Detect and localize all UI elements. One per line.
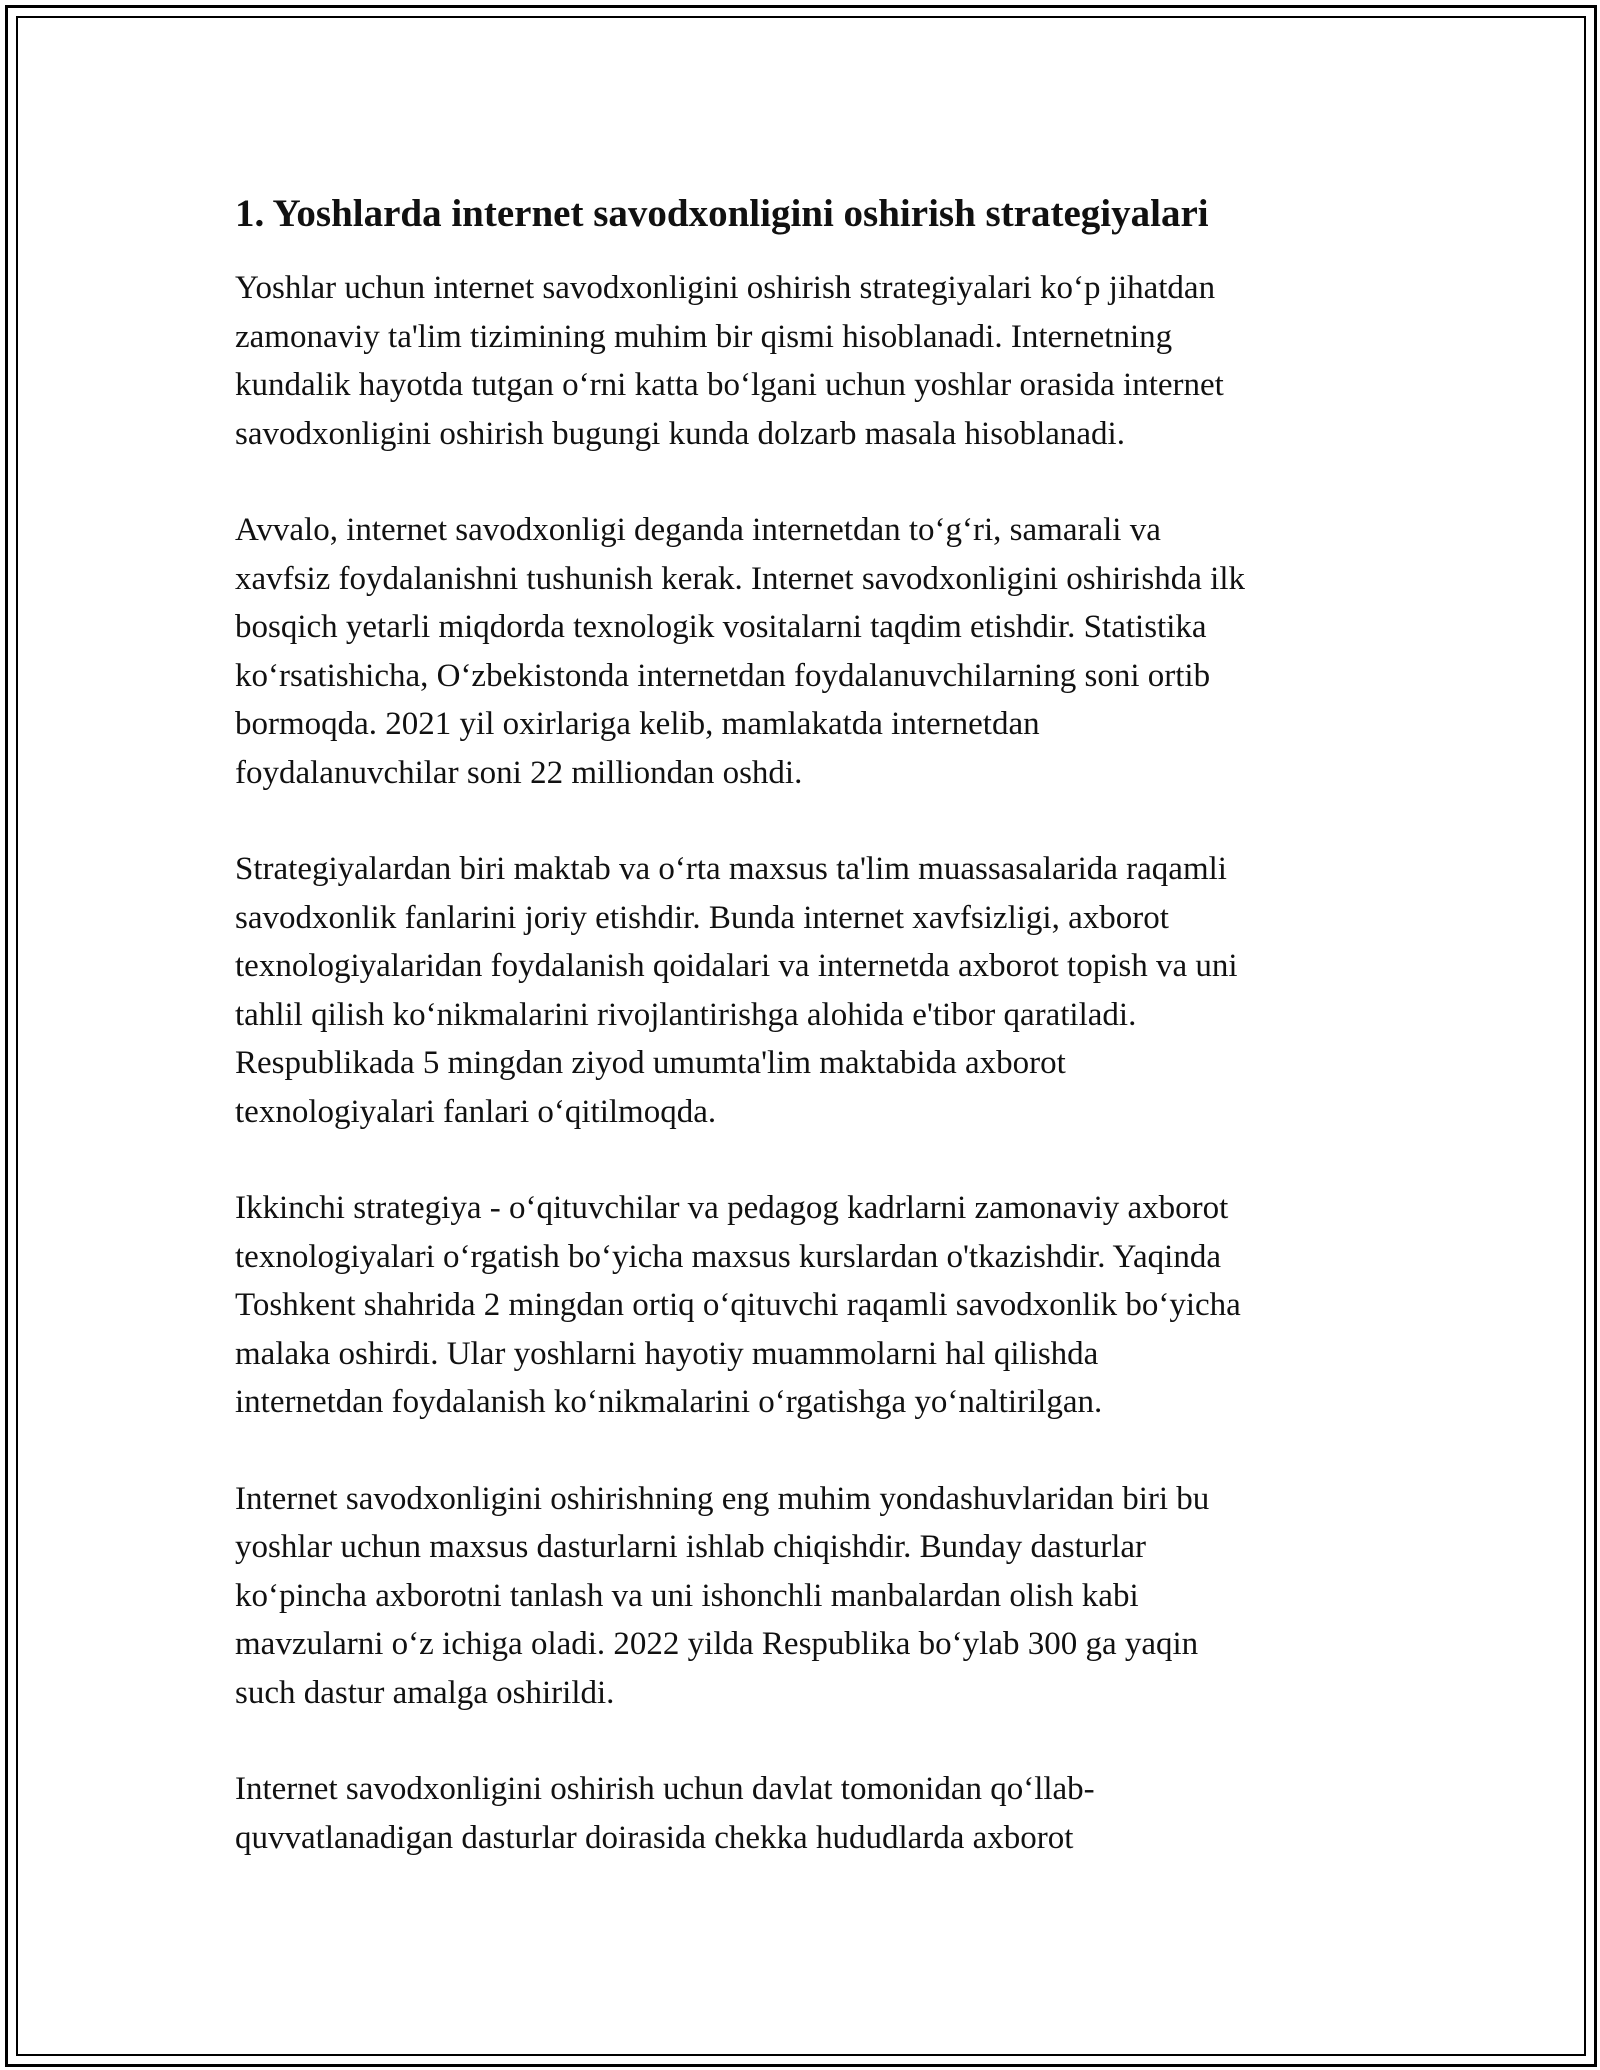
paragraph-line: Respublikada 5 mingdan ziyod umumta'lim maktabida axborot	[235, 1045, 1066, 1081]
paragraph-line: foydalanuvchilar soni 22 milliondan oshdi.	[235, 754, 803, 791]
paragraph-line: texnologiyalari fanlari o‘qitilmoqda.	[235, 1093, 717, 1130]
paragraph	[235, 1184, 1365, 1427]
paragraph	[235, 845, 1365, 1136]
paragraph-line: zamonaviy ta'lim tizimining muhim bir qismi hisoblanadi. Internetning	[235, 318, 1173, 355]
paragraph	[235, 506, 1365, 797]
paragraph-line: Internet savodxonligini oshirish uchun davlat tomonidan qo‘llab-	[235, 1771, 1095, 1807]
paragraph-line: mavzularni o‘z ichiga oladi. 2022 yilda Respublika bo‘ylab 300 ga yaqin	[235, 1626, 1199, 1662]
paragraph-line: Ikkinchi strategiya - o‘qituvchilar va pedagog kadrlarni zamonaviy axborot	[235, 1190, 1229, 1226]
paragraph-line: internetdan foydalanish ko‘nikmalarini o‘rgatishga yo‘naltirilgan.	[235, 1384, 1103, 1420]
paragraph-line: yoshlar uchun maxsus dasturlarni ishlab chiqishdir. Bunday dasturlar	[235, 1529, 1147, 1565]
paragraph-line: xavfsiz foydalanishni tushunish kerak. Internet savodxonligini oshirishda ilk	[235, 560, 1245, 597]
paragraph-line: Toshkent shahrida 2 mingdan ortiq o‘qituvchi raqamli savodxonlik bo‘yicha	[235, 1287, 1241, 1323]
paragraph	[235, 1765, 1365, 1862]
section-heading: 1. Yoshlarda internet savodxonligini oshirish strategiyalari	[235, 192, 1209, 235]
paragraph-line: such dastur amalga oshirildi.	[235, 1674, 615, 1711]
paragraph-line: tahlil qilish ko‘nikmalarini rivojlantirishga alohida e'tibor qaratiladi.	[235, 996, 1137, 1033]
paragraph-line: ko‘rsatishicha, O‘zbekistonda internetdan foydalanuvchilarning soni ortib	[235, 657, 1211, 694]
paragraph	[235, 1475, 1365, 1718]
paragraph-line: savodxonligini oshirish bugungi kunda dolzarb masala hisoblanadi.	[235, 415, 1125, 452]
paragraph-list	[235, 264, 1365, 1862]
paragraph-line: Yoshlar uchun internet savodxonligini oshirish strategiyalari ko‘p jihatdan	[235, 270, 1216, 306]
paragraph-line: texnologiyalaridan foydalanish qoidalari va internetda axborot topish va uni	[235, 948, 1238, 984]
paragraph-line: bormoqda. 2021 yil oxirlariga kelib, mamlakatda internetdan	[235, 706, 1040, 742]
paragraph-line: quvvatlanadigan dasturlar doirasida chekka hududlarda axborot	[235, 1819, 1074, 1856]
paragraph	[235, 264, 1365, 458]
paragraph-line: Strategiyalardan biri maktab va o‘rta maxsus ta'lim muassasalarida raqamli	[235, 851, 1227, 887]
paragraph-line: ko‘pincha axborotni tanlash va uni ishonchli manbalardan olish kabi	[235, 1577, 1139, 1614]
paragraph-line: Avvalo, internet savodxonligi deganda internetdan to‘g‘ri, samarali va	[235, 512, 1161, 548]
paragraph-line: Internet savodxonligini oshirishning eng muhim yondashuvlaridan biri bu	[235, 1480, 1210, 1517]
paragraph-line: bosqich yetarli miqdorda texnologik vositalarni taqdim etishdir. Statistika	[235, 609, 1207, 645]
paragraph-line: savodxonlik fanlarini joriy etishdir. Bunda internet xavfsizligi, axborot	[235, 899, 1169, 936]
paragraph-line: kundalik hayotda tutgan o‘rni katta bo‘lgani uchun yoshlar orasida internet	[235, 367, 1224, 403]
paragraph-line: malaka oshirdi. Ular yoshlarni hayotiy muammolarni hal qilishda	[235, 1335, 1099, 1372]
paragraph-line: texnologiyalari o‘rgatish bo‘yicha maxsus kurslardan o'tkazishdir. Yaqinda	[235, 1238, 1221, 1275]
document-body	[235, 186, 1365, 1910]
